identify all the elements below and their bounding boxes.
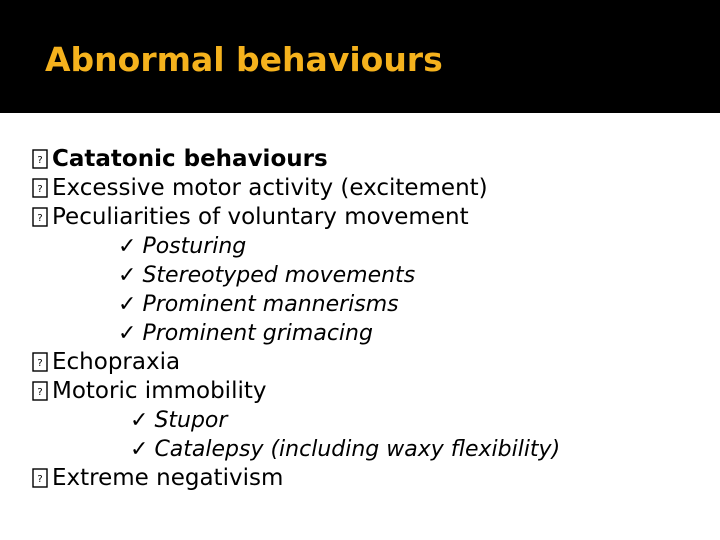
- list-item-catatonic-behaviours: [32, 145, 712, 174]
- check-mark-icon: ✓: [130, 408, 149, 433]
- check-mark-icon: ✓: [118, 263, 137, 288]
- missing-glyph-box-icon: [32, 381, 50, 401]
- sub-item-prominent-mannerisms: [32, 290, 712, 319]
- sub-item-stereotyped-movements: [32, 261, 712, 290]
- sub-item-text: Stupor: [154, 408, 228, 433]
- title-bar: [0, 0, 720, 113]
- list-item-text: Motoric immobility: [52, 378, 267, 404]
- list-item-text: Peculiarities of voluntary movement: [52, 204, 469, 230]
- svg-text:?: ?: [37, 387, 43, 398]
- list-item-extreme-negativism: [32, 464, 712, 493]
- svg-text:?: ?: [37, 474, 43, 485]
- svg-text:?: ?: [37, 155, 43, 166]
- list-item-peculiarities-voluntary-movement: [32, 203, 712, 232]
- list-item-echopraxia: [32, 348, 712, 377]
- check-mark-icon: ✓: [130, 437, 149, 462]
- check-mark-icon: ✓: [118, 234, 137, 259]
- missing-glyph-box-icon: [32, 178, 50, 198]
- bullet-list: [32, 145, 712, 493]
- list-item-text: Echopraxia: [52, 349, 181, 375]
- list-item-text: Catatonic behaviours: [52, 146, 328, 172]
- check-mark-icon: ✓: [118, 292, 137, 317]
- missing-glyph-box-icon: [32, 207, 50, 227]
- list-item-text: Extreme negativism: [52, 465, 284, 491]
- list-item-motoric-immobility: [32, 377, 712, 406]
- sub-item-text: Prominent mannerisms: [142, 292, 399, 317]
- list-item-excessive-motor-activity: [32, 174, 712, 203]
- list-item-text: Excessive motor activity (excitement): [52, 175, 488, 201]
- sub-item-catalepsy: [32, 435, 712, 464]
- slide-title: Abnormal behaviours: [45, 40, 443, 79]
- sub-item-posturing: [32, 232, 712, 261]
- sub-item-text: Stereotyped movements: [142, 263, 416, 288]
- missing-glyph-box-icon: [32, 352, 50, 372]
- check-mark-icon: ✓: [118, 321, 137, 346]
- sub-item-prominent-grimacing: [32, 319, 712, 348]
- sub-item-text: Posturing: [142, 234, 247, 259]
- sub-item-text: Prominent grimacing: [142, 321, 373, 346]
- svg-text:?: ?: [37, 184, 43, 195]
- sub-item-text: Catalepsy (including waxy flexibility): [154, 437, 561, 462]
- svg-text:?: ?: [37, 213, 43, 224]
- missing-glyph-box-icon: [32, 468, 50, 488]
- missing-glyph-box-icon: [32, 149, 50, 169]
- sub-item-stupor: [32, 406, 712, 435]
- svg-text:?: ?: [37, 358, 43, 369]
